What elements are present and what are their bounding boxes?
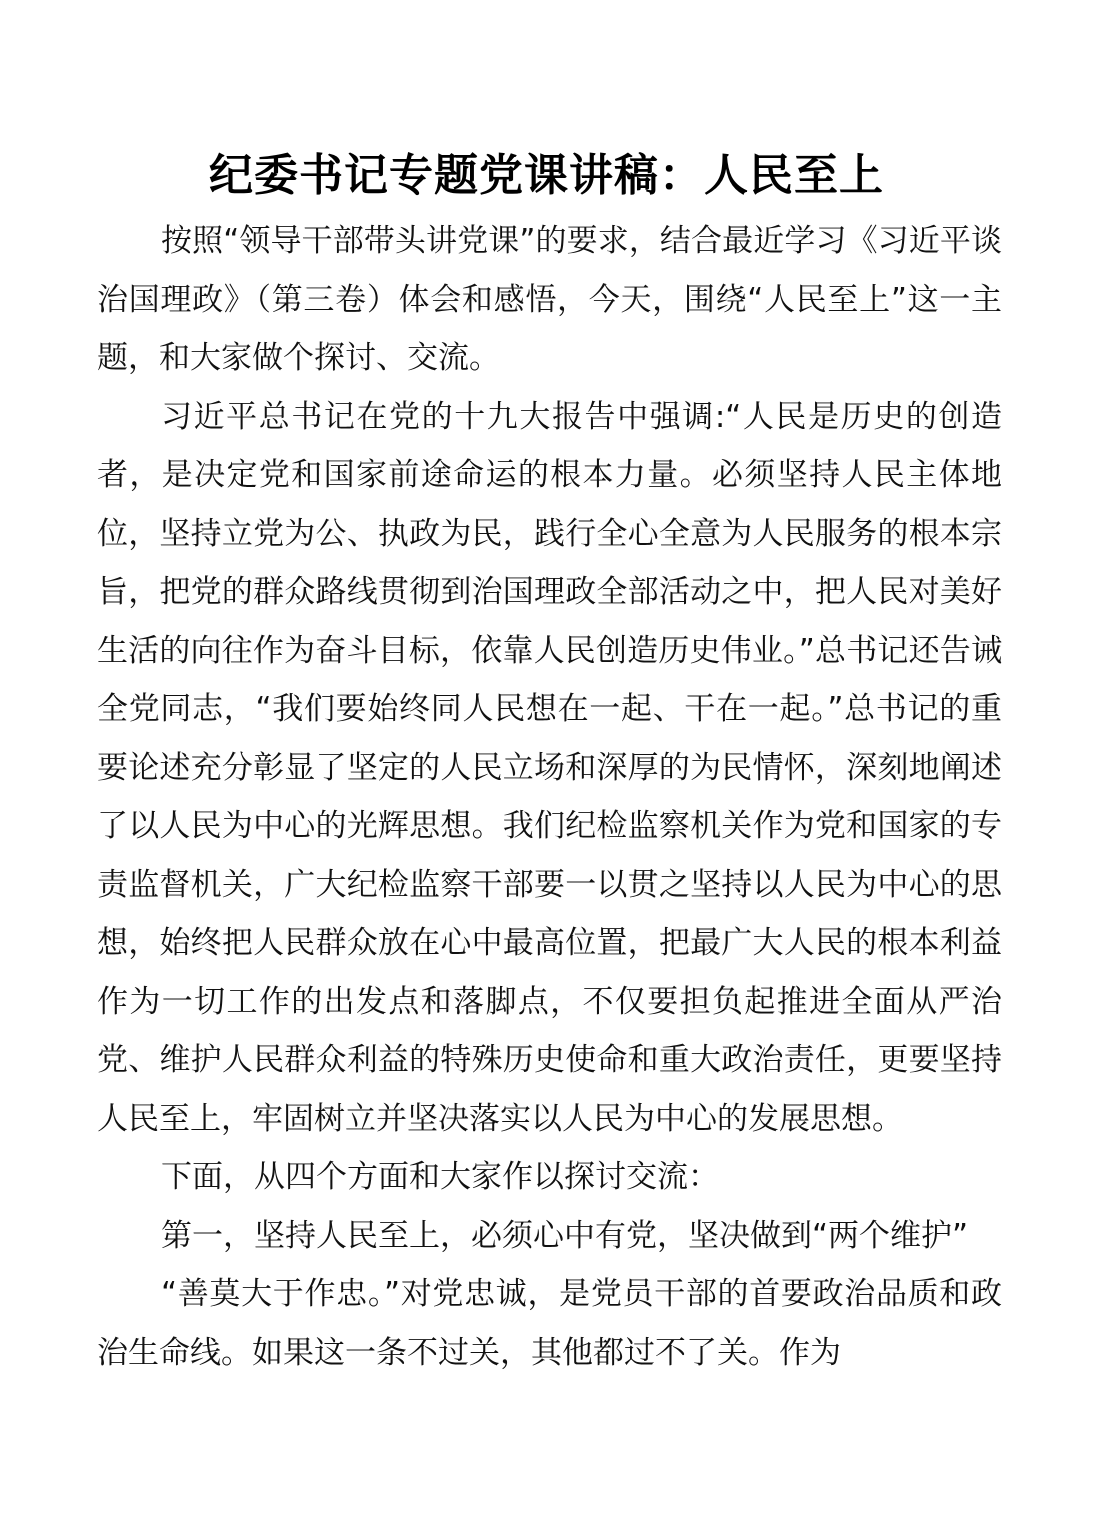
- section-heading-first: 第一，坚持人民至上，必须心中有党，坚决做到“两个维护”: [161, 1217, 969, 1254]
- document-body: [97, 212, 1002, 1382]
- document-title: 纪委书记专题党课讲稿：人民至上: [209, 150, 884, 201]
- paragraph-transition: 下面，从四个方面和大家作以探讨交流：: [161, 1159, 719, 1195]
- paragraph-loyalty: “善莫大于作忠。”对党忠诚，是党员干部的首要政治品质和政治生命线。如果这一条不过关，其他都过不了关。作为: [97, 1276, 1002, 1371]
- paragraph-intro: 按照“领导干部带头讲党课”的要求，结合最近学习《习近平谈治国理政》（第三卷）体会和感悟，今天，围绕“人民至上”这一主题，和大家做个探讨、交流。: [97, 223, 1002, 376]
- paragraph-quote: 习近平总书记在党的十九大报告中强调:“人民是历史的创造者，是决定党和国家前途命运的根本力量。必须坚持人民主体地位，坚持立党为公、执政为民，践行全心全意为人民服务的根本宗旨，把党的群众路线贯彻到治国理政全部活动之中，把人民对美好生活的向往作为奋斗目标，依靠人民创造历史伟业。”总书记还告诫全党同志，“我们要始终同人民想在一起、干在一起。”总书记的重要论述充分彰显了坚定的人民立场和深厚的为民情怀，深刻地阐述了以人民为中心的光辉思想。我们纪检监察机关作为党和国家的专责监督机关，广大纪检监察干部要一以贯之坚持以人民为中心的思想，始终把人民群众放在心中最高位置，把最广大人民的根本利益作为一切工作的出发点和落脚点，不仅要担负起推进全面从严治党、维护人民群众利益的特殊历史使命和重大政治责任，更要坚持人民至上，牢固树立并坚决落实以人民为中心的发展思想。: [97, 398, 1002, 1137]
